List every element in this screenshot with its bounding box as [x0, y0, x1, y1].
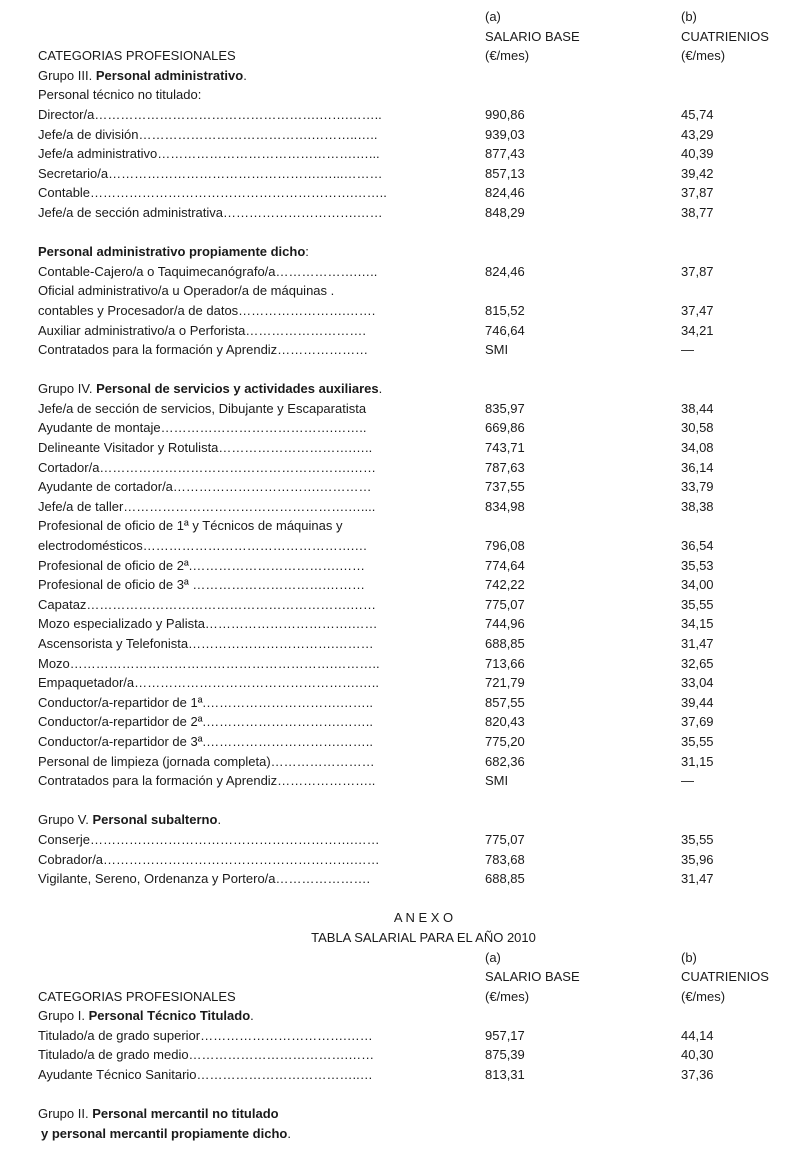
table-row [0, 281, 797, 301]
base-salary-value: 743,71 [485, 440, 525, 456]
table-row [0, 164, 797, 184]
group-suffix: . [250, 1008, 254, 1024]
table-row [0, 712, 797, 732]
base-salary-value: 787,63 [485, 459, 525, 475]
group-v-rows [0, 830, 797, 889]
base-salary-value: 775,20 [485, 733, 525, 749]
quadrennial-value: — [681, 773, 694, 789]
subheading-suffix: : [305, 244, 309, 260]
group-heading-iv [0, 379, 797, 399]
quadrennial-value: 35,53 [681, 557, 714, 573]
table-row [0, 497, 797, 517]
category-label: Director/a…………………………………………….…….…….. [38, 106, 382, 122]
base-salary-value: 834,98 [485, 498, 525, 514]
quadrennial-value: 34,08 [681, 440, 714, 456]
quadrennial-value: 38,44 [681, 400, 714, 416]
table-row [0, 575, 797, 595]
categories-label: CATEGORIAS PROFESIONALES [38, 988, 236, 1004]
base-salary-value: 774,64 [485, 557, 525, 573]
base-salary-value: 721,79 [485, 675, 525, 691]
annex-title-row [0, 908, 797, 928]
category-label: Contratados para la formación y Aprendiz………………… [38, 342, 369, 358]
category-label: Oficial administrativo/a u Operador/a de máquinas . [38, 283, 335, 299]
category-label: Ascensorista y Telefonista…………………………….……… [38, 636, 374, 651]
table-row [0, 340, 797, 360]
column-a-title: SALARIO BASE [485, 28, 580, 44]
table-row [0, 1026, 797, 1046]
table-row [0, 144, 797, 164]
quadrennial-value: 39,44 [681, 694, 714, 710]
category-label: Conductor/a-repartidor de 1ª.………………………….…….. [38, 694, 373, 710]
category-label: Auxiliar administrativo/a o Perforista………………………. [38, 322, 366, 338]
category-label: Titulado/a de grado medio……………………………….…… [38, 1047, 375, 1063]
table-row [0, 1065, 797, 1085]
quadrennial-value: 36,54 [681, 538, 714, 554]
base-salary-value: 796,08 [485, 538, 525, 554]
quadrennial-value: 31,47 [681, 871, 714, 887]
base-salary-value: 737,55 [485, 479, 525, 495]
quadrennial-value: 33,79 [681, 479, 714, 495]
column-b-title: CUATRIENIOS [681, 28, 769, 44]
table-row [0, 595, 797, 615]
table-row [0, 399, 797, 419]
quadrennial-value: 35,55 [681, 831, 714, 847]
base-salary-value: 775,07 [485, 596, 525, 612]
header-row-units [0, 987, 797, 1007]
category-label: Profesional de oficio de 1ª y Técnicos de máquinas y [38, 518, 343, 534]
categories-label: CATEGORIAS PROFESIONALES [38, 48, 236, 64]
base-salary-value: 857,55 [485, 694, 525, 710]
header-row-letters [0, 7, 797, 27]
group-iii-rows [0, 105, 797, 223]
base-salary-value: 939,03 [485, 126, 525, 142]
category-label: Delineante Visitador y Rotulista………………………….….. [38, 440, 373, 456]
table-row [0, 105, 797, 125]
category-label: Conductor/a-repartidor de 3ª.………………………….…….. [38, 733, 373, 749]
category-label: Conserje…………………………………………………….…… [38, 831, 380, 847]
table-row [0, 693, 797, 713]
table-row [0, 771, 797, 791]
table-row [0, 125, 797, 145]
table-row [0, 516, 797, 536]
base-salary-value: 835,97 [485, 400, 525, 416]
table-row [0, 458, 797, 478]
base-salary-value: 688,85 [485, 636, 525, 651]
category-label: Conductor/a-repartidor de 2ª.………………………….…….. [38, 714, 373, 730]
header-row-titles [0, 967, 797, 987]
base-salary-value: 775,07 [485, 831, 525, 847]
category-label: Profesional de oficio de 2ª.…………………………….…… [38, 557, 366, 573]
group-suffix: . [378, 381, 383, 397]
category-label: Mozo especializado y Palista…………………………….…… [38, 616, 378, 632]
category-label: Ayudante de montaje………………………………….…….. [38, 420, 367, 436]
category-label: Ayudante de cortador/a…………………………….………… [38, 479, 372, 495]
base-salary-value: 824,46 [485, 185, 525, 201]
quadrennial-value: 40,39 [681, 146, 714, 162]
table-row [0, 614, 797, 634]
base-salary-value: 669,86 [485, 420, 525, 436]
category-label: Jefe/a de sección administrativa………………………….…… [38, 204, 383, 220]
column-b-unit: (€/mes) [681, 988, 726, 1004]
subheading-bold: Personal administrativo propiamente dicho [38, 244, 306, 260]
table-row [0, 752, 797, 772]
quadrennial-value: 36,14 [681, 459, 714, 475]
quadrennial-value: 31,47 [681, 636, 714, 651]
category-label: Jefe/a de taller…………………………………………….….... [38, 498, 376, 514]
category-label: Titulado/a de grado superior…………………………….…… [38, 1027, 373, 1043]
group-prefix: Grupo III. [38, 67, 96, 83]
category-label: Cobrador/a………………………………………………….…… [38, 851, 380, 867]
category-label: Empaquetador/a…………………………………………….….. [38, 675, 379, 691]
table-row [0, 556, 797, 576]
base-salary-value: 875,39 [485, 1047, 525, 1063]
column-a-unit: (€/mes) [485, 48, 530, 64]
group-heading-v [0, 810, 797, 830]
category-label: Jefe/a administrativo……………………………………….…... [38, 146, 380, 162]
group-prefix: Grupo I. [38, 1008, 89, 1024]
category-label: Profesional de oficio de 3ª ………………………….……… [38, 577, 366, 593]
quadrennial-value: 32,65 [681, 655, 714, 671]
base-salary-value: 813,31 [485, 1067, 525, 1083]
group-suffix: . [217, 812, 222, 828]
category-label: contables y Procesador/a de datos…………………….……. [38, 302, 376, 318]
quadrennial-value: 37,69 [681, 714, 714, 730]
quadrennial-value: 44,14 [681, 1027, 714, 1043]
category-label: electrodomésticos………………………………………….… [38, 538, 368, 554]
quadrennial-value: 37,47 [681, 302, 714, 318]
category-label: Capataz…………………………………………………….…… [38, 596, 377, 612]
group-prefix: Grupo V. [38, 812, 93, 828]
quadrennial-value: 31,15 [681, 753, 714, 769]
table-row [0, 673, 797, 693]
table-row [0, 654, 797, 674]
annex-subtitle: TABLA SALARIAL PARA EL AÑO 2010 [311, 929, 536, 945]
group-name: Personal subalterno [92, 812, 218, 828]
group-suffix: . [287, 1125, 291, 1141]
category-label: Ayudante Técnico Sanitario………………………………..… [38, 1067, 373, 1083]
table-row [0, 438, 797, 458]
category-label: Secretario/a………………………………………….…...……… [38, 165, 383, 181]
base-salary-value: 815,52 [485, 302, 525, 318]
quadrennial-value: 34,00 [681, 577, 714, 593]
table-row [0, 869, 797, 889]
table-row [0, 732, 797, 752]
quadrennial-value: 40,30 [681, 1047, 714, 1063]
table-row [0, 850, 797, 870]
base-salary-value: 688,85 [485, 871, 525, 887]
base-salary-value: 744,96 [485, 616, 525, 632]
table-row [0, 1045, 797, 1065]
base-salary-value: 746,64 [485, 322, 525, 338]
subheading-admin-proper [0, 242, 797, 262]
group-prefix: Grupo IV. [38, 381, 97, 397]
subheading-technical [0, 85, 797, 105]
base-salary-value: 820,43 [485, 714, 525, 730]
table-row [0, 203, 797, 223]
base-salary-value: 742,22 [485, 577, 525, 593]
column-b-unit: (€/mes) [681, 48, 726, 64]
category-label: Vigilante, Sereno, Ordenanza y Portero/a…………………. [38, 871, 371, 887]
header-row-units [0, 46, 797, 66]
quadrennial-value: 37,87 [681, 185, 714, 201]
group-heading-iii [0, 66, 797, 86]
category-label: Contable…………………………………………………….…….. [38, 185, 387, 201]
group-suffix: . [243, 67, 247, 83]
quadrennial-value: 33,04 [681, 675, 714, 691]
column-a-unit: (€/mes) [485, 988, 530, 1004]
table-row [0, 634, 797, 654]
quadrennial-value: 30,58 [681, 420, 714, 436]
group-heading-ii-cont [0, 1124, 797, 1144]
annex-title: A N E X O [393, 910, 454, 926]
quadrennial-value: 37,87 [681, 263, 714, 279]
base-salary-value: 824,46 [485, 263, 525, 279]
group-name-line1: Personal mercantil no titulado [92, 1106, 279, 1122]
quadrennial-value: 34,21 [681, 322, 714, 338]
group-heading-ii [0, 1104, 797, 1124]
table-row [0, 301, 797, 321]
category-label: Jefe/a de división………………………………….………..….. [38, 126, 378, 142]
table-row [0, 418, 797, 438]
base-salary-value: 857,13 [485, 165, 525, 181]
base-salary-value: 713,66 [485, 655, 525, 671]
column-a-title: SALARIO BASE [485, 969, 580, 985]
group-name: Personal de servicios y actividades auxiliares [96, 381, 379, 397]
quadrennial-value: 35,96 [681, 851, 714, 867]
header-row-titles [0, 27, 797, 47]
group-heading-i [0, 1006, 797, 1026]
quadrennial-value: 38,38 [681, 498, 714, 514]
salary-table-document [0, 7, 797, 1143]
table-row [0, 830, 797, 850]
quadrennial-value: 35,55 [681, 596, 714, 612]
base-salary-value: 877,43 [485, 146, 525, 162]
column-a-letter: (a) [485, 9, 501, 24]
annex-subtitle-row [0, 928, 797, 948]
quadrennial-value: 38,77 [681, 204, 714, 220]
category-label: Jefe/a de sección de servicios, Dibujante y Escaparatista [38, 400, 367, 416]
category-label: Contable-Cajero/a o Taquimecanógrafo/a……………….….. [38, 263, 378, 279]
quadrennial-value: 43,29 [681, 126, 714, 142]
quadrennial-value: 37,36 [681, 1067, 714, 1083]
quadrennial-value: 35,55 [681, 733, 714, 749]
group-name: Personal administrativo [95, 67, 244, 83]
table-row [0, 321, 797, 341]
base-salary-value: 682,36 [485, 753, 525, 769]
column-b-letter: (b) [681, 949, 697, 965]
table-row [0, 183, 797, 203]
base-salary-value: 990,86 [485, 106, 525, 122]
header-row-letters [0, 948, 797, 968]
category-label: Contratados para la formación y Aprendiz………………….. [38, 773, 376, 789]
table-row [0, 536, 797, 556]
subheading-text: Personal técnico no titulado: [38, 87, 202, 103]
base-salary-value: SMI [485, 773, 509, 789]
column-b-title: CUATRIENIOS [681, 969, 769, 985]
category-label: Cortador/a………………………………………………….…… [38, 459, 377, 475]
quadrennial-value: 39,42 [681, 165, 714, 181]
base-salary-value: SMI [485, 342, 509, 358]
group-name: Personal Técnico Titulado [88, 1008, 251, 1024]
group-iii-admin-rows [0, 262, 797, 360]
base-salary-value: 783,68 [485, 851, 525, 867]
table-row [0, 262, 797, 282]
quadrennial-value: 34,15 [681, 616, 714, 632]
base-salary-value: 848,29 [485, 204, 525, 220]
base-salary-value: 957,17 [485, 1027, 525, 1043]
quadrennial-value: 45,74 [681, 106, 714, 122]
group-i-rows [0, 1026, 797, 1085]
group-prefix: Grupo II. [38, 1106, 93, 1122]
category-label: Personal de limpieza (jornada completa)…………………… [38, 753, 375, 769]
column-b-letter: (b) [681, 9, 697, 24]
group-name-line2: y personal mercantil propiamente dicho [41, 1125, 288, 1141]
column-a-letter: (a) [485, 949, 501, 965]
quadrennial-value: — [681, 342, 694, 358]
group-iv-rows [0, 399, 797, 791]
category-label: Mozo…………………………………………………….……….. [38, 655, 380, 671]
table-row [0, 477, 797, 497]
